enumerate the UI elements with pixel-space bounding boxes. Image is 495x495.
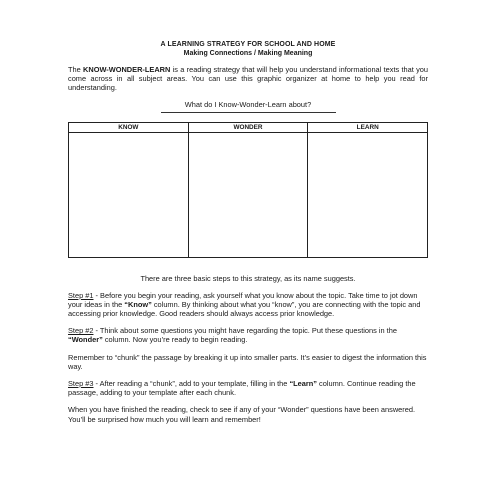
learn-column-area <box>308 133 427 257</box>
step3-paragraph <box>68 379 428 397</box>
step1-text-b: column. By thinking about what you “know”, you are connecting with the topic and accessing prior knowledge. Good readers should always access prior knowledge. <box>68 299 421 319</box>
intro-strategy-name: KNOW-WONDER-LEARN <box>83 65 171 74</box>
step3-label: Step #3 <box>68 379 94 389</box>
closing-paragraph: When you have finished the reading, check to see if any of your “Wonder” questions have been answered. You’ll be surprised how much you will learn and remember! <box>68 405 416 424</box>
topic-question: What do I Know-Wonder-Learn about? <box>184 99 312 109</box>
step2-label: Step #2 <box>68 326 94 336</box>
document-title: A LEARNING STRATEGY FOR SCHOOL AND HOME <box>160 41 336 48</box>
step1-paragraph <box>68 291 428 319</box>
know-column-header: KNOW <box>69 123 188 133</box>
step2-text-a: - Think about some questions you might have regarding the topic. Put these questions in the <box>93 326 397 336</box>
learn-column-header: LEARN <box>308 123 427 133</box>
wonder-column-area <box>189 133 308 257</box>
kwl-table <box>68 122 428 258</box>
step3-text-b: column. Continue reading the passage, adding to your template after each chunk. <box>68 379 416 398</box>
know-column-area <box>69 133 188 257</box>
step1-text-a: - Before you begin your reading, ask yourself what you know about the topic. Take time to jot down your ideas in the <box>68 290 418 309</box>
step2-paragraph <box>68 326 428 344</box>
intro-text-post: is a reading strategy that will help you understand informational texts that you come across in all subject areas. You can use this graphic organizer at home to help you read for understanding. <box>68 65 428 93</box>
document <box>68 40 428 424</box>
step1-label: Step #1 <box>68 290 94 300</box>
intro-paragraph <box>68 65 428 93</box>
know-column <box>69 123 189 257</box>
step2-bold: “Wonder” <box>68 335 103 345</box>
steps-intro: There are three basic steps to this strategy, as its name suggests. <box>140 273 356 283</box>
step1-bold: “Know” <box>124 299 152 309</box>
wonder-column-header: WONDER <box>189 123 308 133</box>
learn-column <box>308 123 427 257</box>
step3-bold: “Learn” <box>289 379 317 389</box>
step2-text-b: column. Now you’re ready to begin reading. <box>102 335 248 345</box>
document-subtitle: Making Connections / Making Meaning <box>183 50 313 57</box>
step3-text-a: - After reading a “chunk”, add to your template, filling in the <box>93 379 290 389</box>
chunk-note: Remember to “chunk” the passage by breaking it up into smaller parts. It’s easier to digest the information this way. <box>68 352 427 371</box>
topic-answer-line <box>161 112 336 113</box>
wonder-column <box>189 123 309 257</box>
intro-text-pre: The <box>68 65 84 74</box>
